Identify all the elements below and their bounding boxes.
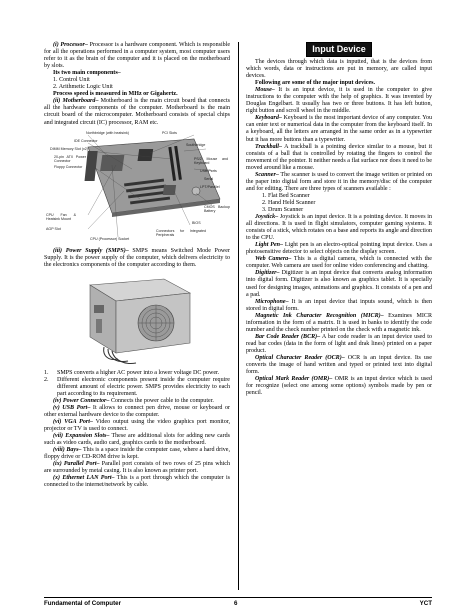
label-bios: BIOS (192, 220, 201, 225)
motherboard-paragraph: (ii) Motherboard– Motherboard is the main circuit board that connects all the hardware components of the computer. Motherboard is the main circuit board of the microcomputer. Motherboard consists of special chips and integrated circuit (IC) processor, RAM etc. (44, 98, 230, 126)
list-item: 1. SMPS converts a higher AC power into a lower voltage DC power. (44, 369, 220, 376)
smps-paragraph: (iii) Power Supply (SMPS)– SMPS means Switched Mode Power Supply. It is the power supply of the computer, which delivers electricity to the electronics components of the computer according to them. (44, 247, 230, 268)
joystick-paragraph: Joystick– Joystick is an input device. It is a pointing device. It moves in all directions. It is used in flight simulators, computer gaming systems. It consists of a stick, which rotates on a base and reports its angle and direction to the CPU. (246, 214, 432, 242)
label-ram: DIMM Memory Slot (x2) (50, 146, 88, 151)
label-southbridge: Southbridge (186, 142, 206, 147)
column-divider (238, 42, 239, 590)
component-item: 2. Arithmetic Logic Unit (53, 84, 113, 91)
footer-title: Fundamental of Computer (44, 600, 121, 607)
label-lpt: LPT/Parallel (200, 184, 220, 189)
label-ps2: PS/2 Mouse and Keyboard (194, 156, 228, 165)
keyboard-paragraph: Keyboard– Keyboard is the most important device of any computer. You can enter text or numerical data in the computer from the keyboard itself. In a keyboard, all the letters are arranged in the same order as in a typewriter but it has more buttons than a typewriter. (246, 115, 432, 143)
label-northbridge: Northbridge (with heatsink) (86, 130, 129, 135)
list-item: 2. Hand Held Scanner (268, 200, 432, 207)
microphone-paragraph: Microphone– It is an input device that inputs sound, which is then stored in digital form. (246, 298, 432, 312)
usb-port-paragraph: (v) USB Port– It allows to connect pen drive, mouse or keyboard or other external hardware device to the computer. (44, 404, 230, 418)
label-connectors: Connectors for Integrated Peripherals (156, 228, 206, 237)
label-atx: 20-pin ATX Power Connector (54, 154, 86, 163)
web-camera-paragraph: Web Camera– This is a digital camera, which is connected with the computer. Web camera are used for online video conferencing and chatting. (246, 256, 432, 270)
input-device-intro: The devices through which data is inputted, that is the devices from which words, data or instructions are put in memory, are called input devices. (246, 59, 432, 80)
right-column (246, 42, 432, 397)
page (44, 42, 432, 607)
list-item: 2. Different electronic components present inside the computer require different amount of electric power. SMPS provides electricity to each part according to its requirement. (44, 376, 230, 397)
left-column (44, 42, 230, 490)
list-item: 3. Drum Scanner (268, 207, 432, 214)
label-cpufan: CPU Fan & Heatsink Mount (46, 212, 76, 221)
processor-paragraph: (i) Processor– Processor is a hardware component. Which is responsible for all the operations performed in a computer system, most computer users refer to it as the brain of the computer and it is placed on the motherboard by slots. (44, 42, 231, 70)
major-devices-note: Following are some of the major input devices. (255, 80, 376, 87)
label-ide: IDE Connector (74, 138, 98, 143)
vga-port-paragraph: (vi) VGA Port– Video output using the video graphics port monitor, projector or TV is used to connect. (44, 419, 230, 433)
micr-paragraph: Magnetic Ink Character Recognition (MICR)– Examines MICR information in the form of a matrix. It is used in banks to identify the code number and the check number printed on the check with a magnetic ink. (246, 312, 432, 333)
section-heading: Input Device (306, 42, 372, 57)
scanner-paragraph: Scanner– The scanner is used to convert the image written or printed on the paper into digital form and store it in the memory/disc of the computer and for editing. There are three types of scanners available : (246, 171, 432, 192)
omr-paragraph: Optical Mark Reader (OMR)– OMR is an input device which is used for recognize (select one among some options) symbols made by pen or pencil. (246, 376, 432, 397)
page-footer (44, 597, 432, 608)
list-item: 1. Flat Bed Scanner (268, 193, 432, 200)
label-agp: AGP Slot (46, 226, 61, 231)
label-floppy: Floppy Connector (54, 164, 83, 169)
digitizer-paragraph: Digitizer– Digitizer is an input device that converts analog information into digital form. Digitizer is also known as graphics tablet. It is specially used for designing images, animations and graphics. It consists of a pen and a pad. (246, 270, 432, 298)
label-pci: PCI Slots (162, 130, 177, 135)
label-serial: Serial (204, 176, 214, 181)
parallel-port-paragraph: (ix) Parallel Port– Parallel port consists of two rows of 25 pins which are surrounded by metal casing. It is also known as printer port. (44, 461, 230, 475)
component-item: 1. Control Unit (53, 77, 90, 84)
components-heading: Its two main components– (53, 70, 121, 77)
scanner-types (246, 193, 432, 214)
expansion-slots-paragraph: (vii) Expansion Slots– These are additional slots for adding new cards such as video cards, audio card, graphics cards to the motherboard. (44, 433, 230, 447)
label-cmos: CMOS Backup Battery (204, 204, 230, 213)
bays-paragraph: (viii) Bays– This is a space inside the computer case, where a hard drive, floppy drive or CD-ROM drive is kept. (44, 447, 230, 461)
label-cpu-socket: CPU (Processor) Socket (90, 236, 130, 241)
page-number: 6 (234, 600, 238, 607)
mouse-paragraph: Mouse– It is an input device, it is used in the computer to give instructions to the computer with the help of graphics. It was invented by Douglas Engelbart. It usually has two or three buttons. It has left button, right button and scroll wheel in the middle. (246, 87, 432, 115)
bcr-paragraph: Bar Code Reader (BCR)– A bar code reader is an input device used to read bar codes (data in the form of light and drak lines) printed on a paper product. (246, 333, 432, 354)
psu-figure (44, 271, 230, 367)
motherboard-figure (44, 129, 230, 245)
ocr-paragraph: Optical Character Reader (OCR)– OCR is an input device. Its use converts the image of hand written and typed or printed text into digital form. (246, 354, 432, 376)
light-pen-paragraph: Light Pen– Light pen is an electro-optical pointing input device. Uses a photosensitive detector to select objects on the display screen. (246, 242, 432, 256)
publisher-name: YCT (419, 600, 432, 607)
ethernet-port-paragraph: (x) Ethernet LAN Port– This is a port through which the computer is connected to the internet/network by cable. (44, 475, 230, 489)
smps-points (44, 370, 230, 398)
label-usb: USB Ports (200, 168, 217, 173)
power-connector-paragraph: (iv) Power Connector– Connects the power cable to the computer. (53, 397, 214, 404)
trackball-paragraph: Trackball– A trackball is a pointing device similar to a mouse, but it consists of a ball that is controlled by rotating the fingers to control the movement of the pointer. It neither needs a flat surface nor does it need to be moved around like a mouse. (246, 143, 432, 171)
process-speed-note: Process speed is measured in MHz or Gigahertz. (53, 91, 178, 98)
power-supply-image (44, 271, 230, 367)
